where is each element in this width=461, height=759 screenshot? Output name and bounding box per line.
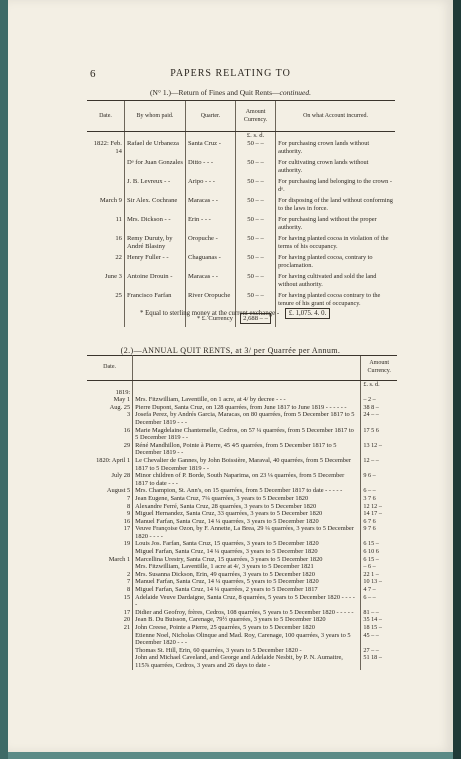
row-amount: 50 – – <box>235 197 275 216</box>
col-quarter: Quarter. <box>185 101 235 132</box>
row-date: 16 <box>87 518 133 526</box>
row-amount: 3 7 6 <box>361 495 397 503</box>
table-row <box>87 571 397 579</box>
row-description: Etienne Noel, Nicholas Olinque and Mad. Roy, Carenage, 100 quarrées, 3 years to 5 December 1820 - - - <box>135 631 351 647</box>
row-amount: 45 – – <box>361 632 397 647</box>
table-row <box>87 616 397 624</box>
table-row <box>87 472 397 487</box>
table-row <box>87 540 397 548</box>
table-row <box>87 624 397 632</box>
table-row <box>87 235 395 254</box>
row-paid-by: Henry Fuller - - <box>124 254 185 273</box>
row-amount: 18 15 – <box>361 624 397 632</box>
col-date: Date. <box>87 101 124 132</box>
row-amount: 22 1 – <box>361 571 397 579</box>
row-amount: 12 – – <box>361 457 397 472</box>
table-row <box>87 647 397 655</box>
row-date: 2 <box>87 571 133 579</box>
row-amount: – 6 – <box>361 563 397 571</box>
table-row <box>87 427 397 442</box>
row-quarter: Chaguanas - <box>185 254 235 273</box>
row-description: Pierre Dupont, Santa Cruz, on 128 quarrées, from June 1817 to June 1819 - - - - - - <box>135 403 347 411</box>
sterling-total: £. 1,075. 4. 0. <box>285 308 330 319</box>
row-date: 1820: April 1 <box>87 457 133 472</box>
row-amount: 50 – – <box>235 178 275 197</box>
row-date <box>87 159 124 178</box>
col-date: Date. <box>87 356 133 381</box>
row-description: Mrs. Champion, St. Ann's, on 15 quarrées, from 5 December 1817 to date - - - - - <box>135 487 343 495</box>
table1-caption-number: (N° 1.) <box>150 88 171 97</box>
row-description: Minor children of P. Borde, South Naparima, on 23 ⅛ quarrées, from 5 December 1817 to date - - - <box>135 472 345 487</box>
row-account: For disposing of the land without conforming to the laws in force. <box>276 197 395 216</box>
table-row <box>87 503 397 511</box>
row-date: 17 <box>87 525 133 540</box>
table-row <box>87 178 395 197</box>
row-paid-by: Antoine Drouin - <box>124 273 185 292</box>
row-amount: 10 13 – <box>361 578 397 586</box>
row-account: For having planted cocoa contrary to the tenure of his grant of occupancy. <box>276 292 395 311</box>
row-date: 8 <box>87 586 133 594</box>
row-amount: 50 – – <box>235 254 275 273</box>
row-description: Josefa Perez, by Andrés Garcia, Maracas, on 80 quarrées, from 5 December 1817 to 5 December 1819 - - - <box>135 411 355 426</box>
page-edge <box>453 0 461 759</box>
row-account: For purchasing land without the proper authority. <box>276 216 395 235</box>
row-date: 7 <box>87 495 133 503</box>
row-description: Jean Eugene, Santa Cruz, 7¼ quarrées, 3 years to 5 December 1820 <box>135 494 309 502</box>
equivalent-line <box>140 308 400 319</box>
row-amount: 51 18 – <box>361 654 397 669</box>
table-row <box>87 389 397 397</box>
table-row <box>87 254 395 273</box>
table-row <box>87 594 397 609</box>
table-row <box>87 495 397 503</box>
row-date: 1819: <box>87 389 133 397</box>
row-amount: 81 – – <box>361 609 397 617</box>
row-paid-by: Rafael de Urbaneza <box>124 140 185 159</box>
equivalent-text: * Equal to sterling money at the current exchange - <box>140 310 280 317</box>
row-description: Jean B. Du Buisson, Carenage, 79½ quarrées, 3 years to 5 December 1820 <box>135 616 326 624</box>
row-description: Miguel Hernandez, Santa Cruz, 33 quarrées, 3 years to 5 December 1820 <box>135 510 323 518</box>
table-row <box>87 563 397 571</box>
row-amount: 35 14 – <box>361 616 397 624</box>
col-amount: Amount Currency. <box>361 356 397 381</box>
row-paid-by: Sir Alex. Cochrane <box>124 197 185 216</box>
row-date: 17 <box>87 609 133 617</box>
amount-units: £. s. d. <box>235 132 275 141</box>
row-description: John and Michael Caveland, and George and Adelaide Nesbit, by P. N. Aumaitre, 115⅞ quarrées, Cedros, 3 years and 26 days to date - <box>135 654 343 669</box>
row-description: Didier and Geofroy, frères, Cedros, 108 quarrées, 5 years to 5 December 1820 - - - - - <box>135 608 354 616</box>
row-date: 1822: Feb. 14 <box>93 140 122 155</box>
table-row <box>87 578 397 586</box>
table1-caption-cont: continued. <box>279 88 311 97</box>
row-date: 29 <box>87 442 133 457</box>
amount-units: £. s. d. <box>361 381 397 389</box>
row-description: Veuve Françoise Ozon, by F. Annette, La Brea, 29 ¼ quarrées, 3 years to 5 December 1820 - - - - <box>135 525 354 540</box>
row-amount: 50 – – <box>235 140 275 159</box>
row-account: For purchasing crown lands without authority. <box>276 140 395 159</box>
book-spine <box>0 0 8 759</box>
row-quarter: Erin - - - <box>185 216 235 235</box>
col-description <box>133 356 361 381</box>
page-number: 6 <box>90 68 96 80</box>
row-amount: 50 – – <box>235 159 275 178</box>
table-row <box>87 216 395 235</box>
row-amount: 9 7 6 <box>361 525 397 540</box>
row-description: Le Chevalier de Gannes, by John Boissière, Maraval, 40 quarrées, from 5 December 1817 to 5 December 1819 - - <box>135 456 351 472</box>
row-amount <box>361 389 397 397</box>
row-paid-by: Francisco Farfan <box>124 292 185 311</box>
page-title: PAPERS RELATING TO <box>170 68 291 79</box>
row-date: 11 <box>115 216 122 223</box>
table-row <box>87 197 395 216</box>
row-description: Manuel Farfan, Santa Cruz, 14 ¼ quarrées, 5 years to 5 December 1820 <box>135 578 319 586</box>
table-row <box>87 586 397 594</box>
row-amount: 13 12 – <box>361 442 397 457</box>
table-row <box>87 411 397 426</box>
row-date: Aug. 25 <box>87 404 133 412</box>
currency-label: * £. Currency <box>185 311 235 327</box>
row-amount: 38 8 – <box>361 404 397 412</box>
row-amount: 9 6 – <box>361 472 397 487</box>
row-quarter: Oropuche - <box>185 235 235 254</box>
row-quarter: Ditto - - - <box>185 159 235 178</box>
row-amount: 12 12 – <box>361 503 397 511</box>
row-date <box>87 647 133 655</box>
row-date: 22 <box>115 254 122 261</box>
row-paid-by: J. B. Levreux - - <box>124 178 185 197</box>
row-date: July 28 <box>87 472 133 487</box>
row-description: Adelaide Veuve Dardaigne, Santa Cruz, 8 quarrées, 5 years to 5 December 1820 - - - - - <box>135 593 355 609</box>
table-row <box>87 632 397 647</box>
row-amount: 50 – – <box>235 216 275 235</box>
table-row <box>87 654 397 669</box>
table-row <box>87 396 397 404</box>
document-page <box>8 0 453 752</box>
row-paid-by: Remy Duruty, by André Blasiny <box>124 235 185 254</box>
row-date <box>87 178 124 197</box>
row-quarter: River Oropuche <box>185 292 235 311</box>
row-date: 16 <box>115 235 122 242</box>
row-description: Louis Jos. Farfan, Santa Cruz, 15 quarrées, 3 years to 5 December 1820 <box>135 540 319 548</box>
table-row <box>87 487 397 495</box>
row-description: Alexandre Ferré, Santa Cruz, 28 quarrées, 3 years to 5 December 1820 <box>135 502 317 510</box>
table2-caption: (2.)—ANNUAL QUIT RENTS, at 3/ per Quarrée per Annum. <box>120 346 341 355</box>
row-quarter: Maracas - - <box>185 273 235 292</box>
row-description: Mrs. Fitzwilliam, Laventille, on 1 acre, at 4/ by decree - - - <box>135 396 286 404</box>
row-amount: – 2 – <box>361 396 397 404</box>
row-amount: 17 5 6 <box>361 427 397 442</box>
row-amount: 50 – – <box>235 273 275 292</box>
table-row <box>87 556 397 564</box>
table-row <box>87 442 397 457</box>
row-description: Mrs. Fitzwilliam, Laventille, 1 acre at 4/, 3 years to 5 December 1821 <box>135 563 314 571</box>
table-row <box>87 518 397 526</box>
row-date: March 9 <box>99 197 122 204</box>
row-description: Miguel Farfan, Santa Cruz, 14 ¼ quarrées, 2 years to 5 December 1817 <box>135 586 318 594</box>
row-account: For having planted cocoa in violation of the terms of his occupancy. <box>276 235 395 254</box>
row-amount: 6 7 6 <box>361 518 397 526</box>
row-date: 15 <box>87 594 133 609</box>
row-date: 16 <box>87 427 133 442</box>
row-account: For having cultivated and sold the land without authority. <box>276 273 395 292</box>
row-description: John Creese, Pointe a Pierre, 25 quarrées, 5 years to 5 December 1820 <box>135 624 315 631</box>
row-amount: 14 17 – <box>361 510 397 518</box>
row-date: 3 <box>87 411 133 426</box>
row-amount: 6 15 – <box>361 556 397 564</box>
row-amount: 6 15 – <box>361 540 397 548</box>
table-row <box>87 140 395 159</box>
row-account: For having planted cocoa, contrary to proclamation. <box>276 254 395 273</box>
row-amount: 27 – – <box>361 647 397 655</box>
row-date: August 5 <box>87 487 133 495</box>
row-description <box>133 389 361 397</box>
row-amount: 6 – – <box>361 487 397 495</box>
col-account: On what Account incurred. <box>276 101 395 132</box>
page-header <box>8 68 453 82</box>
row-date: 9 <box>87 510 133 518</box>
col-paid-by: By whom paid. <box>124 101 185 132</box>
row-date <box>87 654 133 669</box>
row-description: Miguel Farfan, Santa Cruz, 14 ¼ quarrées, 3 years to 5 December 1820 <box>135 548 318 556</box>
row-date: March 1 <box>87 556 133 564</box>
row-description: Réné Mandhillon, Pointe à Pierre, 45 4⁄5 quarrées, from 5 December 1817 to 5 December 1819 - - <box>135 441 337 457</box>
row-description: Marie Magdelaine Chantemelle, Cedros, on 57 ¼ quarrées, from 5 December 1817 to 5 December 1819 - - <box>135 426 354 442</box>
row-paid-by: Dᵒ for Juan Gonzales <box>124 159 185 178</box>
row-amount: 24 – – <box>361 411 397 426</box>
table-row <box>87 273 395 292</box>
row-amount: 50 – – <box>235 235 275 254</box>
table-row <box>87 525 397 540</box>
row-quarter: Aripo - - - <box>185 178 235 197</box>
row-date: May 1 <box>87 396 133 404</box>
row-date <box>87 632 133 647</box>
row-date: 20 <box>87 616 133 624</box>
row-amount: 50 – – <box>235 292 275 311</box>
row-amount: 6 10 6 <box>361 548 397 556</box>
table-row <box>87 510 397 518</box>
table-row <box>87 404 397 412</box>
row-quarter: Santa Cruz - <box>185 140 235 159</box>
row-description: Manuel Farfan, Santa Cruz, 14 ¼ quarrées, 3 years to 5 December 1820 <box>135 517 319 525</box>
row-account: For cultivating crown lands without authority. <box>276 159 395 178</box>
fines-table <box>87 100 395 327</box>
row-amount: 6 – – <box>361 594 397 609</box>
table1-caption-text: —Return of Fines and Quit Rents— <box>170 88 280 97</box>
row-date: June 3 <box>104 273 122 280</box>
table1-caption <box>8 88 453 97</box>
row-date: 21 <box>87 624 133 632</box>
row-date: 7 <box>87 578 133 586</box>
row-amount: 4 7 – <box>361 586 397 594</box>
table-row <box>87 159 395 178</box>
quit-rents-table <box>87 355 397 670</box>
currency-total: 2,688 – – <box>240 313 271 324</box>
row-quarter: Maracas - - <box>185 197 235 216</box>
col-amount: Amount Currency. <box>235 101 275 132</box>
row-date <box>87 563 133 571</box>
table-row <box>87 609 397 617</box>
table-row <box>87 457 397 472</box>
row-description: Mrs. Susanna Dickson, Erin, 49 quarrées, 3 years to 5 December 1820 <box>135 570 315 578</box>
row-date: 25 <box>115 292 122 299</box>
row-date: 8 <box>87 503 133 511</box>
row-description: Marcellina Urestry, Santa Cruz, 15 quarrées, 3 years to 5 December 1820 <box>135 555 323 563</box>
row-paid-by: Mrs. Dickson - - <box>124 216 185 235</box>
row-description: Thomas St. Hill, Erin, 60 quarrées, 3 years to 5 December 1820 - <box>135 646 302 654</box>
table-row <box>87 548 397 556</box>
row-date <box>87 548 133 556</box>
row-account: For purchasing land belonging to the crown - dᵒ. <box>276 178 395 197</box>
row-date: 19 <box>87 540 133 548</box>
